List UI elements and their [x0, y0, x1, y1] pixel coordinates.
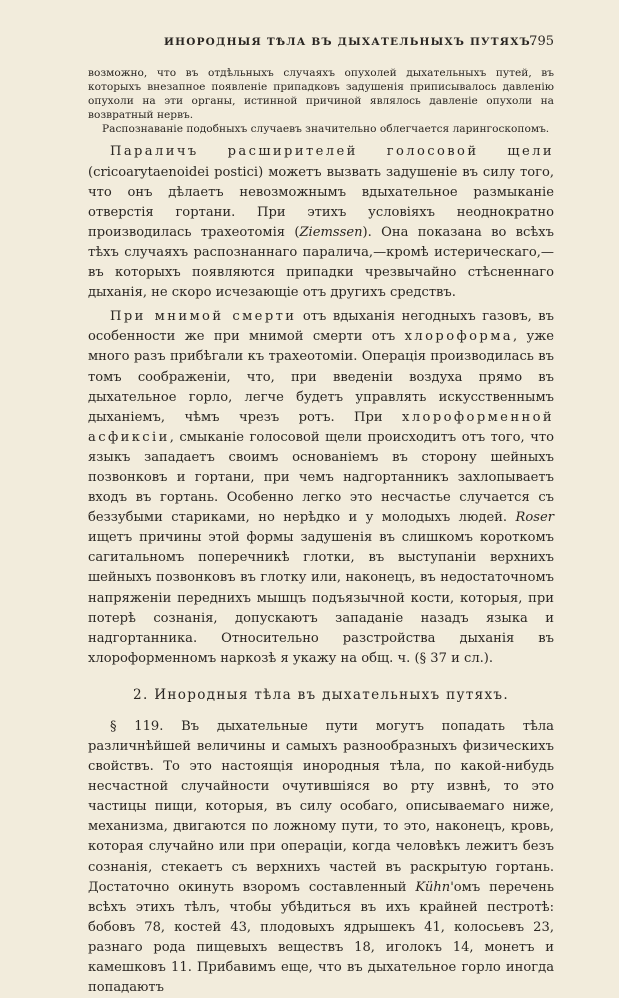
section-heading: 2. Инородныя тѣла въ дыхательныхъ путяхъ. — [133, 686, 509, 703]
running-title: ИНОРОДНЫЯ ТѢЛА ВЪ ДЫХАТЕЛЬНЫХЪ ПУТЯХЪ. — [164, 36, 536, 48]
term-chloroform-asphyxia: хлороформенной асфиксіи — [88, 409, 554, 445]
latin-term: (cricoarytaenoidei postici) — [88, 164, 264, 180]
paragraph-apparent-death: При мнимой смерти отъ вдыханія негодныхъ газовъ, въ особенности же при мнимой смерти отъ хлороформа, уже много разъ прибѣгали къ трахеотоміи. Операція производилась въ томъ соображеніи, что, при введеніи воздуха прямо въ дыхательное горло, легче будетъ управлять искусственнымъ дыханіемъ, чѣмъ чрезъ ротъ. При хлороформенной асфиксіи, смыканіе голосовой щели происходитъ отъ того, что языкъ западаетъ своимъ основаніемъ въ сторону шейныхъ позвонковъ и гортани, при чемъ надгортанникъ захлопываетъ входъ въ гортань. Особенно легко это несчастье случается съ беззубыми стариками, но нерѣдко и у молодыхъ людей. Roser ищетъ причины этой формы задушенія въ слишкомъ короткомъ сагитальномъ поперечникѣ глотки, въ выступаніи верхнихъ шейныхъ позвонковъ въ глотку или, наконецъ, въ недостаточномъ напряженіи переднихъ мышцъ подъязычной кости, которыя, при потерѣ сознанія, допускаютъ западаніе назадъ языка и надгортанника. Относительно разстройства дыханія въ хлороформенномъ наркозѣ я укажу на общ. ч. (§ 37 и сл.). — [88, 309, 554, 666]
continued-paragraph: возможно, что въ отдѣльныхъ случаяхъ опухолей дыхательныхъ путей, въ которыхъ внезапное появленіе припадковъ задушенія приписывалось давленію опухоли на эти органы, истинной причиной являлось давленіе опухоли на возвратный нервъ. — [88, 67, 554, 122]
page-content — [88, 66, 554, 998]
paragraph-paralysis: Параличъ расширителей голосовой щели (cricoarytaenoidei postici) можетъ вызвать задушеніе въ силу того, что онъ дѣлаетъ невозможнымъ вдыхательное размыканіе отверстія гортани. При этихъ условіяхъ неоднократно производилась трахеотомія (Ziemssen). Она показана во всѣхъ тѣхъ случаяхъ распознаннаго паралича,—кромѣ истерическаго,—въ которыхъ появляются припадки чрезвычайно стѣсненнаго дыханія, не скоро исчезающіе отъ другихъ средствъ. — [88, 144, 554, 301]
diagnosis-note: Распознаваніе подобныхъ случаевъ значительно облегчается ларингоскопомъ. — [102, 123, 550, 136]
paragraph-foreign-bodies: § 119. Въ дыхательные пути могутъ попадать тѣла различнѣйшей величины и самыхъ разнообразныхъ физическихъ свойствъ. То это настоящія инородныя тѣла, по какой-нибудь несчастной случайности очутившіяся во рту извнѣ, то это частицы пищи, которыя, въ силу особаго, описываемаго ниже, механизма, двигаются по ложному пути, то это, наконецъ, кровь, которая случайно или при операціи, когда человѣкъ лежитъ безъ сознанія, стекаетъ съ верхнихъ частей въ раскрытую гортань. Достаточно окинуть взоромъ составленный Kühn'омъ перечень всѣхъ этихъ тѣлъ, чтобы убѣдиться въ ихъ крайней пестротѣ: бобовъ 78, костей 43, плодовыхъ ядрышекъ 41, колосьевъ 23, разнаго рода пищевыхъ веществъ 18, иголокъ 14, монетъ и камешковъ 11. Прибавимъ еще, что въ дыхательное горло иногда попадаютъ — [88, 718, 554, 996]
term-apparent-death: При мнимой смерти — [110, 309, 297, 325]
term-chloroform: хлороформа — [404, 329, 513, 345]
page-header — [88, 36, 554, 52]
page-number: 795 — [529, 34, 554, 49]
author-ziemssen: Ziemssen — [299, 224, 363, 240]
author-kuhn: Kühn — [415, 879, 451, 895]
author-roser: Roser — [515, 510, 554, 526]
term-paralysis: Параличъ расширителей голосовой щели — [110, 144, 554, 160]
